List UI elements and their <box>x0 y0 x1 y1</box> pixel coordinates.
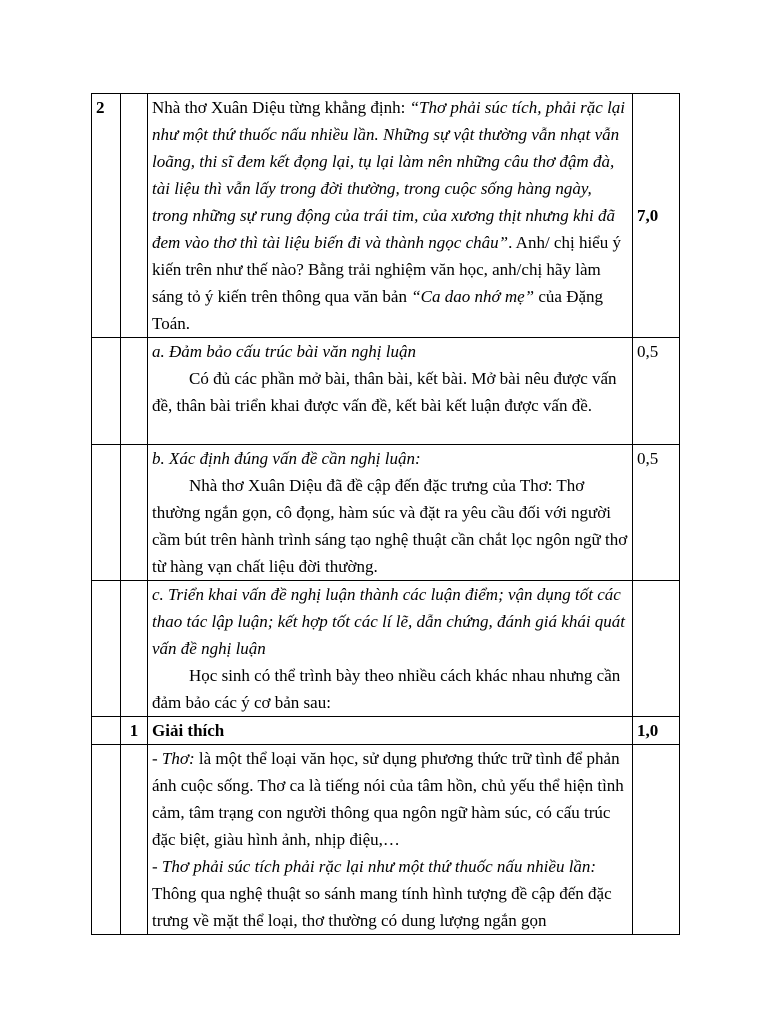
empty-cell <box>92 338 121 445</box>
criterion-a-body: Có đủ các phần mở bài, thân bài, kết bài. Mở bài nêu được vấn đề, thân bài triển khai được vấn đề, kết bài kết luận được vấn đề. <box>152 369 617 415</box>
definition-tho <box>152 745 628 853</box>
grading-rubric-table <box>91 93 680 935</box>
quote-explanation-label: - Thơ phải súc tích phải rặc lại như một thứ thuốc nấu nhiều lần: <box>152 857 597 876</box>
criterion-c-title: c. Triển khai vấn đề nghị luận thành các luận điểm; vận dụng tốt các thao tác lập luận; kết hợp tốt các lí lẽ, dẫn chứng, đánh giá khái quát vấn đề nghị luận <box>152 585 626 658</box>
criterion-a-row <box>92 338 680 445</box>
criterion-c-row <box>92 581 680 717</box>
question-prompt <box>148 94 633 338</box>
definition-tho-text: là một thể loại văn học, sử dụng phương thức trữ tình để phản ánh cuộc sống. Thơ ca là tiếng nói của tâm hồn, chủ yếu thể hiện tình cảm, tâm trạng con người thông qua ngôn ngữ hàm súc, có cấu trúc đặc biệt, giàu hình ảnh, nhịp điệu,… <box>152 749 624 849</box>
empty-cell <box>121 445 148 581</box>
section-1-header-row <box>92 717 680 745</box>
empty-cell <box>121 94 148 338</box>
empty-cell <box>92 745 121 935</box>
empty-cell <box>633 581 680 717</box>
definition-tho-label: - Thơ: <box>152 749 195 768</box>
criterion-c <box>148 581 633 717</box>
empty-cell <box>121 745 148 935</box>
section-1-content <box>148 745 633 935</box>
section-1-number: 1 <box>121 717 148 745</box>
criterion-b-title: b. Xác định đúng vấn đề cần nghị luận: <box>152 449 421 468</box>
criterion-b-score: 0,5 <box>633 445 680 581</box>
criterion-b-row <box>92 445 680 581</box>
empty-cell <box>92 717 121 745</box>
prompt-author: của Đặng Toán. <box>152 287 604 333</box>
empty-cell <box>92 581 121 717</box>
empty-cell <box>92 445 121 581</box>
criterion-a <box>148 338 633 445</box>
section-1-body-row <box>92 745 680 935</box>
criterion-b-body: Nhà thơ Xuân Diệu đã đề cập đến đặc trưng của Thơ: Thơ thường ngắn gọn, cô đọng, hàm súc và đặt ra yêu cầu đối với người cầm bút trên hành trình sáng tạo nghệ thuật cần chắt lọc ngôn ngữ thơ từ hàng vạn chất liệu đời thường. <box>152 476 628 576</box>
section-1-score: 1,0 <box>633 717 680 745</box>
criterion-c-body: Học sinh có thể trình bày theo nhiều cách khác nhau nhưng cần đảm bảo các ý cơ bản sau: <box>152 666 621 712</box>
empty-cell <box>633 745 680 935</box>
empty-cell <box>121 581 148 717</box>
question-score: 7,0 <box>633 94 680 338</box>
criterion-b <box>148 445 633 581</box>
prompt-work-title: “Ca dao nhớ mẹ” <box>411 287 535 306</box>
quote-explanation-text: Thông qua nghệ thuật so sánh mang tính hình tượng đề cập đến đặc trưng về mặt thể loại, thơ thường có dung lượng ngắn gọn <box>152 884 612 930</box>
prompt-quote: “Thơ phải súc tích, phải rặc lại như một thứ thuốc nấu nhiều lần. Những sự vật thường vẫn nhạt vẫn loãng, thi sĩ đem kết đọng lại, tụ lại làm nên những câu thơ đậm đà, tài liệu thì vẫn lấy trong đời thường, trong cuộc sống hàng ngày, trong những sự rung động của trái tim, của xương thịt nhưng khi đã đem vào thơ thì tài liệu biến đi và thành ngọc châu” <box>152 98 626 252</box>
prompt-task: . Anh/ chị hiểu ý kiến trên như thế nào? Bằng trải nghiệm văn học, anh/chị hãy làm sáng tỏ ý kiến trên thông qua văn bản <box>152 233 621 306</box>
section-1-title: Giải thích <box>148 717 633 745</box>
criterion-a-score: 0,5 <box>633 338 680 445</box>
question-row <box>92 94 680 338</box>
prompt-intro: Nhà thơ Xuân Diệu từng khẳng định: <box>152 98 410 117</box>
empty-cell <box>121 338 148 445</box>
criterion-a-title: a. Đảm bảo cấu trúc bài văn nghị luận <box>152 342 416 361</box>
question-number: 2 <box>92 94 121 338</box>
